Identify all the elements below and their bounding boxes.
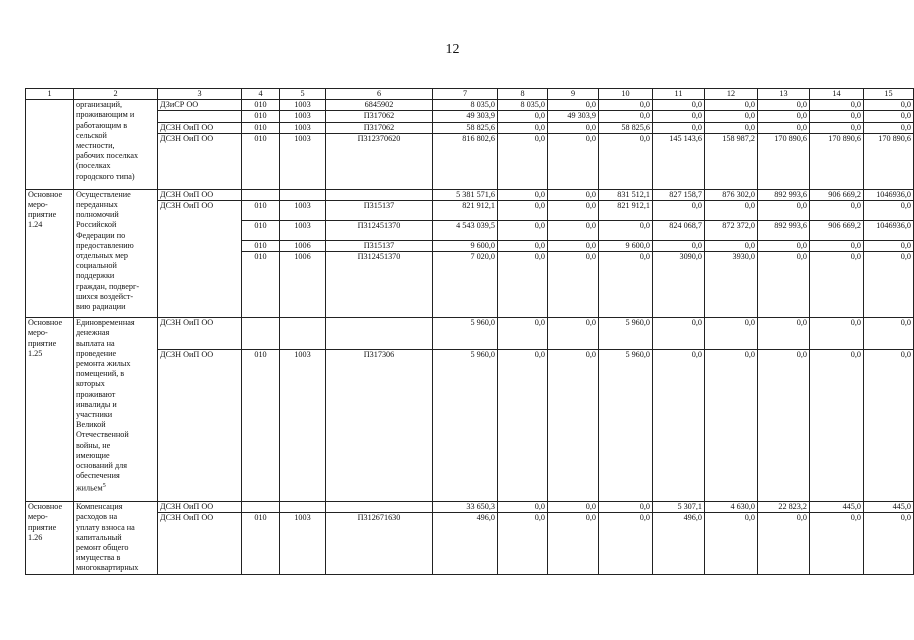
table-cell: 906 669,2 xyxy=(810,221,864,241)
table-cell: 1006 xyxy=(280,252,326,318)
table-cell xyxy=(326,318,433,350)
table-cell: 22 823,2 xyxy=(758,502,810,513)
table-cell: 9 600,0 xyxy=(433,241,498,252)
column-header: 1 xyxy=(26,89,74,100)
table-cell: 0,0 xyxy=(864,122,914,133)
table-cell: 0,0 xyxy=(758,318,810,350)
table-cell: 6845902 xyxy=(326,100,433,111)
table-cell: 445,0 xyxy=(810,502,864,513)
table-cell: 0,0 xyxy=(498,133,548,189)
table-row xyxy=(26,513,914,575)
table-cell: 010 xyxy=(242,221,280,241)
column-header: 8 xyxy=(498,89,548,100)
table-cell xyxy=(326,502,433,513)
activity-label: Основное меро- приятие 1.26 xyxy=(26,502,74,575)
table-cell: 0,0 xyxy=(548,133,599,189)
table-cell: 5 307,1 xyxy=(653,502,705,513)
table-cell: 010 xyxy=(242,350,280,502)
table-cell: 0,0 xyxy=(498,350,548,502)
table-cell: 0,0 xyxy=(864,252,914,318)
table-row xyxy=(26,122,914,133)
table-cell: 58 825,6 xyxy=(599,122,653,133)
table-cell xyxy=(158,111,242,122)
table-cell: 5 381 571,6 xyxy=(433,189,498,200)
table-cell: 010 xyxy=(242,513,280,575)
table-cell: 49 303,9 xyxy=(548,111,599,122)
table-cell: 0,0 xyxy=(864,201,914,221)
table-cell: 8 035,0 xyxy=(433,100,498,111)
table-cell: 1006 xyxy=(280,241,326,252)
table-cell: 0,0 xyxy=(810,350,864,502)
table-cell xyxy=(242,318,280,350)
table-cell: 0,0 xyxy=(548,513,599,575)
table-cell: 1003 xyxy=(280,221,326,241)
column-header: 9 xyxy=(548,89,599,100)
table-cell: 1046936,0 xyxy=(864,189,914,200)
table-cell: 0,0 xyxy=(599,252,653,318)
table-row xyxy=(26,502,914,513)
table-cell: 821 912,1 xyxy=(599,201,653,221)
executor-cell: ДСЗН ОиП ОО xyxy=(158,201,242,318)
table-cell xyxy=(242,502,280,513)
table-cell: 496,0 xyxy=(653,513,705,575)
table-cell: ДЗиСР ОО xyxy=(158,100,242,111)
table-cell: 010 xyxy=(242,111,280,122)
table-cell: 0,0 xyxy=(810,100,864,111)
table-cell: 1003 xyxy=(280,513,326,575)
table-cell: ДСЗН ОиП ОО xyxy=(158,513,242,575)
table-cell: 5 960,0 xyxy=(599,318,653,350)
table-cell: 0,0 xyxy=(653,241,705,252)
column-header: 15 xyxy=(864,89,914,100)
table-cell: 33 650,3 xyxy=(433,502,498,513)
column-header: 10 xyxy=(599,89,653,100)
table-cell: 0,0 xyxy=(705,513,758,575)
table-cell: 0,0 xyxy=(758,513,810,575)
table-cell xyxy=(242,189,280,200)
table-cell: 831 512,1 xyxy=(599,189,653,200)
table-cell xyxy=(326,189,433,200)
table-cell: 0,0 xyxy=(548,350,599,502)
table-cell: 0,0 xyxy=(548,241,599,252)
table-cell: 58 825,6 xyxy=(433,122,498,133)
column-header: 13 xyxy=(758,89,810,100)
table-cell: 824 068,7 xyxy=(653,221,705,241)
table-cell: 0,0 xyxy=(599,502,653,513)
table-cell: 892 993,6 xyxy=(758,221,810,241)
table-cell: 158 987,2 xyxy=(705,133,758,189)
table-cell: ДСЗН ОиП ОО xyxy=(158,189,242,200)
table-cell: 0,0 xyxy=(498,201,548,221)
table-cell: 0,0 xyxy=(810,201,864,221)
table-row xyxy=(26,350,914,502)
table-cell: 0,0 xyxy=(705,350,758,502)
activity-label: Основное меро- приятие 1.24 xyxy=(26,189,74,317)
table-cell: 010 xyxy=(242,201,280,221)
table-cell: 0,0 xyxy=(758,350,810,502)
budget-table xyxy=(25,88,914,575)
table-cell: 145 143,6 xyxy=(653,133,705,189)
table-cell: 0,0 xyxy=(653,100,705,111)
table-cell: 0,0 xyxy=(758,201,810,221)
table-cell: 827 158,7 xyxy=(653,189,705,200)
table-cell: ДСЗН ОиП ОО xyxy=(158,502,242,513)
table-cell: 0,0 xyxy=(653,201,705,221)
table-cell: 8 035,0 xyxy=(498,100,548,111)
activity-name: Компенсация расходов на уплату взноса на капитальный ремонт общего имущества в многоквартирных xyxy=(74,502,158,575)
table-cell: 010 xyxy=(242,252,280,318)
table-cell: 0,0 xyxy=(498,122,548,133)
table-cell: 5 960,0 xyxy=(433,350,498,502)
table-cell: 0,0 xyxy=(548,201,599,221)
table-cell: 9 600,0 xyxy=(599,241,653,252)
table-cell: 872 372,0 xyxy=(705,221,758,241)
table-cell: 0,0 xyxy=(758,252,810,318)
table-cell: 0,0 xyxy=(498,318,548,350)
table-cell: 0,0 xyxy=(599,513,653,575)
table-cell: 0,0 xyxy=(705,201,758,221)
table-cell: 010 xyxy=(242,241,280,252)
table-cell: 0,0 xyxy=(864,318,914,350)
table-cell: 3090,0 xyxy=(653,252,705,318)
table-cell: 0,0 xyxy=(653,350,705,502)
table-cell: 4 630,0 xyxy=(705,502,758,513)
table-cell: 3930,0 xyxy=(705,252,758,318)
table-cell: ДСЗН ОиП ОО xyxy=(158,318,242,350)
column-header: 3 xyxy=(158,89,242,100)
table-cell: П312370620 xyxy=(326,133,433,189)
table-cell: ДСЗН ОиП ОО xyxy=(158,122,242,133)
table-cell: П312451370 xyxy=(326,252,433,318)
table-cell: 0,0 xyxy=(705,111,758,122)
table-cell: 0,0 xyxy=(498,513,548,575)
table-cell: 170 890,6 xyxy=(810,133,864,189)
table-cell: 445,0 xyxy=(864,502,914,513)
activity-name: Осуществление переданных полномочий Российской Федерации по предоставлению отдельных мер социальной поддержки граждан, подверг- шихся воздейст- вию радиации xyxy=(74,189,158,317)
column-header: 2 xyxy=(74,89,158,100)
column-header: 11 xyxy=(653,89,705,100)
table-cell: 816 802,6 xyxy=(433,133,498,189)
table-cell: 0,0 xyxy=(498,241,548,252)
table-cell: 0,0 xyxy=(548,502,599,513)
table-cell: 0,0 xyxy=(498,252,548,318)
page-number: 12 xyxy=(445,42,460,57)
table-cell: 0,0 xyxy=(758,241,810,252)
table-cell xyxy=(280,318,326,350)
table-cell: 0,0 xyxy=(498,189,548,200)
column-header: 6 xyxy=(326,89,433,100)
table-cell: 0,0 xyxy=(864,241,914,252)
table-cell: П317306 xyxy=(326,350,433,502)
table-cell: 0,0 xyxy=(548,189,599,200)
table-cell: 0,0 xyxy=(810,122,864,133)
table-cell: 1003 xyxy=(280,111,326,122)
table-cell: 0,0 xyxy=(758,122,810,133)
table-cell: 1003 xyxy=(280,201,326,221)
activity-name: организаций, проживающим и работающим в сельской местности, рабочих поселках (поселках городского типа) xyxy=(74,100,158,190)
table-cell: 170 890,6 xyxy=(864,133,914,189)
table-cell: 1003 xyxy=(280,122,326,133)
column-header: 5 xyxy=(280,89,326,100)
table-cell: 0,0 xyxy=(498,111,548,122)
table-cell: 1046936,0 xyxy=(864,221,914,241)
activity-label: Основное меро- приятие 1.25 xyxy=(26,318,74,502)
table-cell: 0,0 xyxy=(599,111,653,122)
table-cell: ДСЗН ОиП ОО xyxy=(158,350,242,502)
table-cell: П315137 xyxy=(326,241,433,252)
table-cell: 0,0 xyxy=(864,350,914,502)
table-row xyxy=(26,189,914,200)
table-cell: 010 xyxy=(242,100,280,111)
table-cell: 0,0 xyxy=(810,513,864,575)
column-header: 7 xyxy=(433,89,498,100)
table-cell: 0,0 xyxy=(548,221,599,241)
table-cell xyxy=(280,502,326,513)
table-cell: 0,0 xyxy=(653,111,705,122)
table-cell: 49 303,9 xyxy=(433,111,498,122)
table-cell: 4 543 039,5 xyxy=(433,221,498,241)
table-cell: П315137 xyxy=(326,201,433,221)
table-cell: 0,0 xyxy=(864,513,914,575)
table-cell: 892 993,6 xyxy=(758,189,810,200)
table-cell: 0,0 xyxy=(705,241,758,252)
table-cell: 0,0 xyxy=(548,100,599,111)
table-cell: 1003 xyxy=(280,100,326,111)
column-header: 12 xyxy=(705,89,758,100)
table-cell: 0,0 xyxy=(548,122,599,133)
table-row xyxy=(26,133,914,189)
table-cell: 0,0 xyxy=(548,252,599,318)
table-cell: 0,0 xyxy=(758,111,810,122)
table-cell: 0,0 xyxy=(599,133,653,189)
table-cell: 0,0 xyxy=(864,100,914,111)
table-row xyxy=(26,201,914,221)
table-cell: 0,0 xyxy=(810,241,864,252)
table-cell: 496,0 xyxy=(433,513,498,575)
table-cell: 0,0 xyxy=(705,318,758,350)
table-cell: П317062 xyxy=(326,122,433,133)
table-cell: 0,0 xyxy=(653,318,705,350)
table-cell: 0,0 xyxy=(498,502,548,513)
activity-name: Единовременная денежная выплата на проведение ремонта жилых помещений, в которых проживают инвалиды и участники Великой Отечественной войны, не имеющие оснований для обеспечения жильем$^5$ xyxy=(74,318,158,502)
table-cell: 7 020,0 xyxy=(433,252,498,318)
table-cell: 0,0 xyxy=(705,100,758,111)
table-row xyxy=(26,111,914,122)
table-cell: 1003 xyxy=(280,133,326,189)
table-cell: 0,0 xyxy=(599,221,653,241)
header-row xyxy=(26,89,914,100)
table-cell: 0,0 xyxy=(810,318,864,350)
table-cell: 0,0 xyxy=(653,122,705,133)
table-cell: 0,0 xyxy=(864,111,914,122)
table-cell: 010 xyxy=(242,122,280,133)
table-cell: П312451370 xyxy=(326,221,433,241)
table-cell: 0,0 xyxy=(810,111,864,122)
table-cell: 0,0 xyxy=(758,100,810,111)
table-cell: 876 302,0 xyxy=(705,189,758,200)
table-cell: 170 890,6 xyxy=(758,133,810,189)
activity-label xyxy=(26,100,74,190)
column-header: 14 xyxy=(810,89,864,100)
table-cell: П312671630 xyxy=(326,513,433,575)
table-cell xyxy=(280,189,326,200)
table-cell: ДСЗН ОиП ОО xyxy=(158,133,242,189)
column-header: 4 xyxy=(242,89,280,100)
table-cell: 5 960,0 xyxy=(433,318,498,350)
table-cell: 0,0 xyxy=(498,221,548,241)
table-cell: 1003 xyxy=(280,350,326,502)
table-row xyxy=(26,318,914,350)
table-cell: 0,0 xyxy=(705,122,758,133)
table-cell: 906 669,2 xyxy=(810,189,864,200)
table-cell: 0,0 xyxy=(599,100,653,111)
table-cell: П317062 xyxy=(326,111,433,122)
table-cell: 5 960,0 xyxy=(599,350,653,502)
table-row xyxy=(26,100,914,111)
table-cell: 0,0 xyxy=(810,252,864,318)
table-cell: 010 xyxy=(242,133,280,189)
table-cell: 0,0 xyxy=(548,318,599,350)
table-cell: 821 912,1 xyxy=(433,201,498,221)
